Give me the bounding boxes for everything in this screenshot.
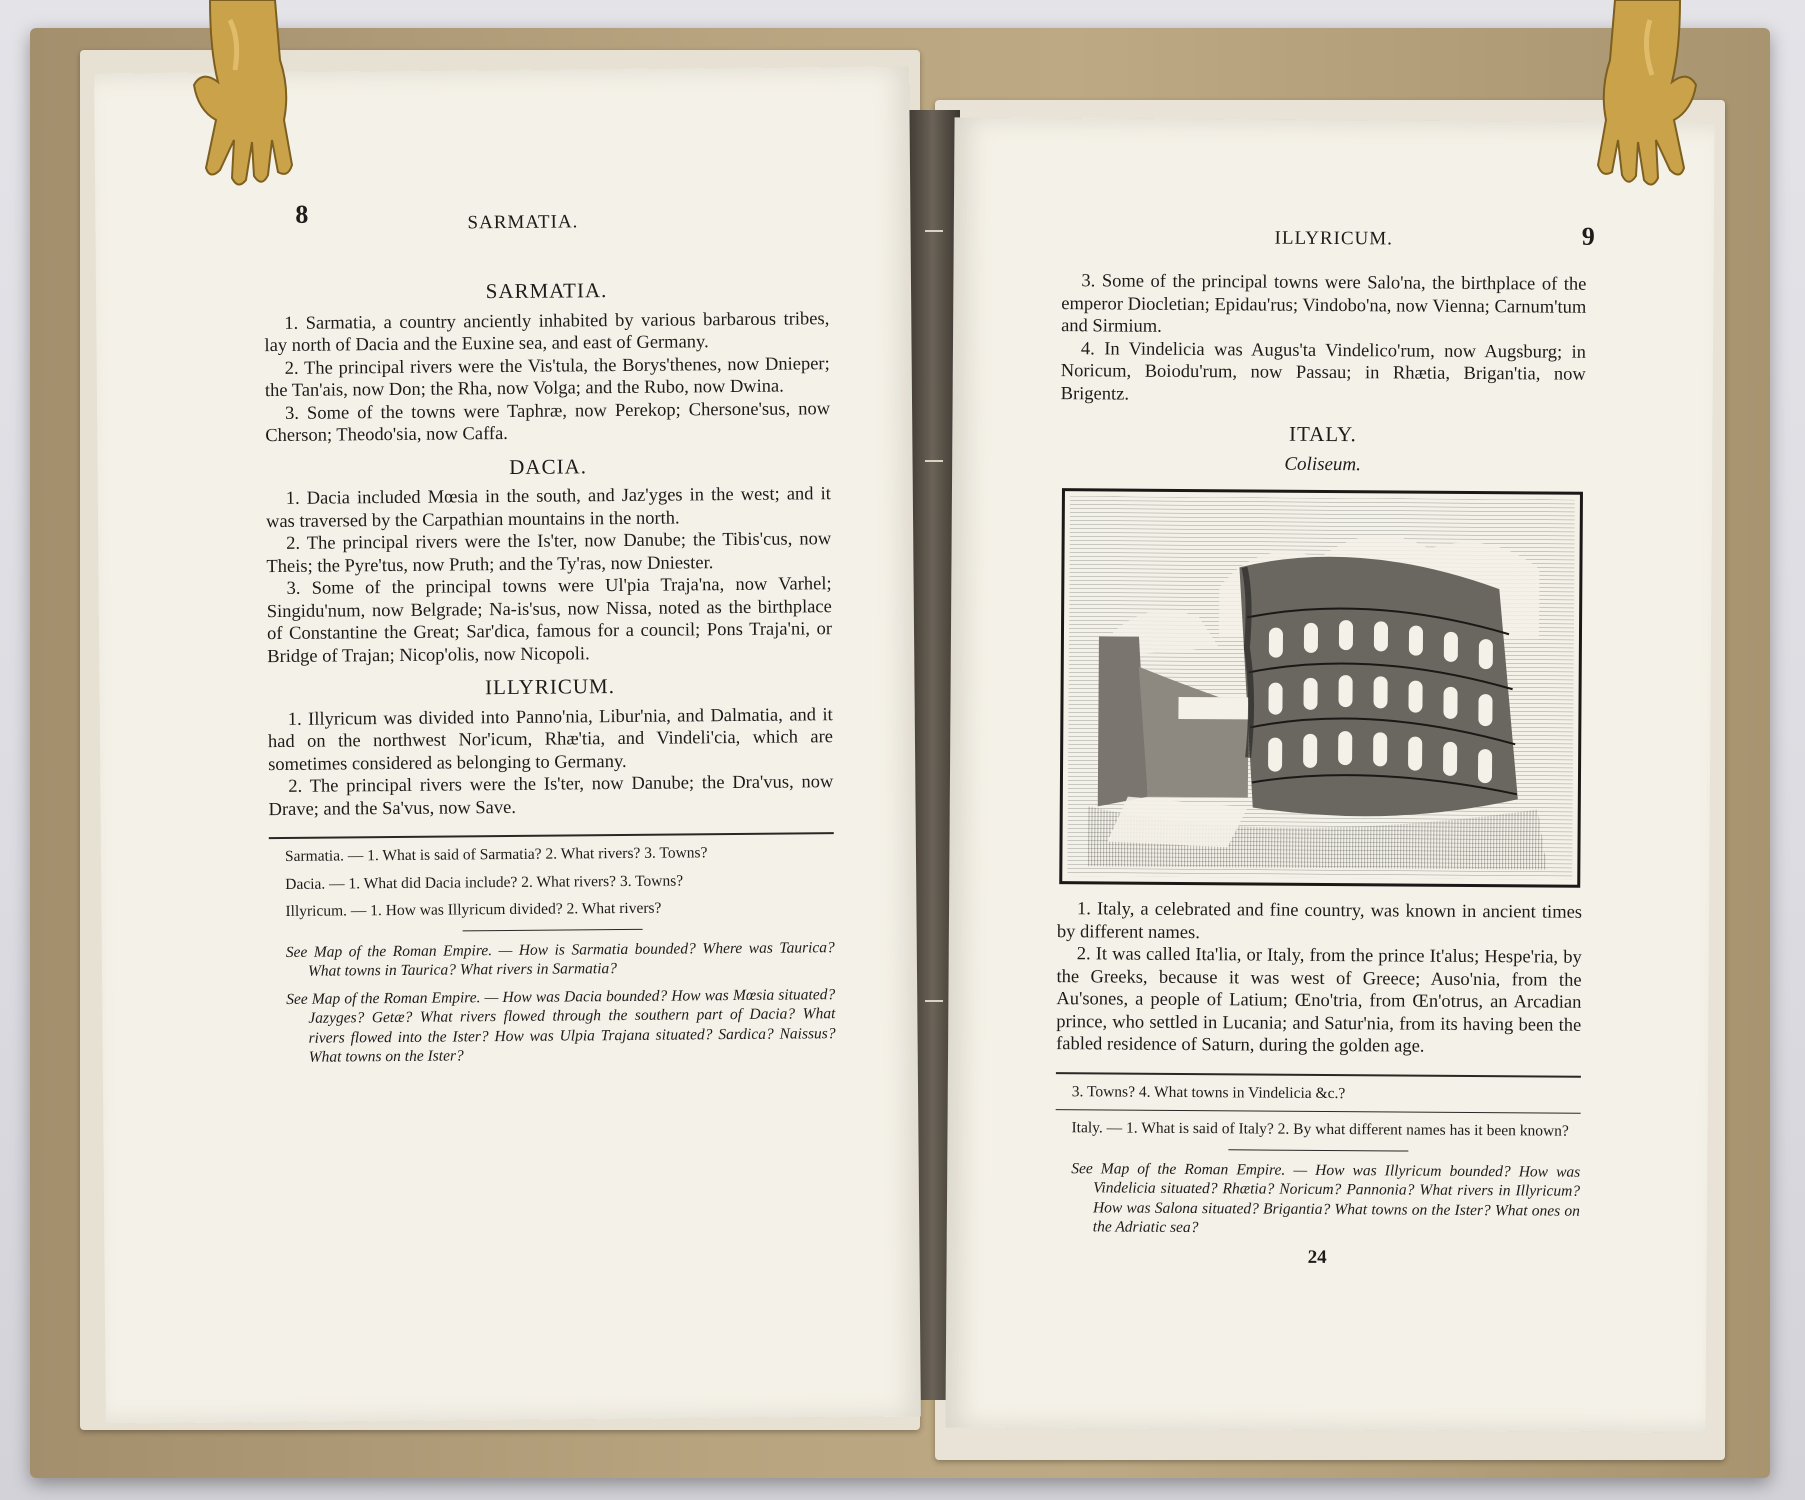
question-italy: Italy. — 1. What is said of Italy? 2. By what different names has it been known?: [1071, 1119, 1569, 1140]
right-questions-rule-2: [1056, 1109, 1581, 1114]
left-running-head: SARMATIA.: [467, 211, 579, 234]
question-illyricum: Illyricum. — 1. How was Illyricum divided? 2. What rivers?: [285, 899, 662, 920]
italy-para-1: 1. Italy, a celebrated and fine country, was known in ancient times by different names.: [1056, 899, 1583, 943]
illyricum-para-3: 3. Some of the principal towns were Salo'na, the birthplace of the emperor Diocletian; Epidau'rus; Vindobo'na, now Vienna; Carnum'tum and Sirmium.: [1061, 271, 1587, 337]
illyricum-para-4: 4. In Vindelicia was Augus'ta Vindelico'rum, now Augsburg; in Noricum, Boiodu'rum, now Passau; in Rhætia, Brigan'tia, now Brigentz.: [1060, 338, 1587, 405]
sarmatia-para-3: 3. Some of the towns were Taphræ, now Perekop; Chersone'sus, now Cherson; Theodo'sia, now Caffa.: [265, 398, 831, 447]
italy-para-2: 2. It was called Ita'lia, or Italy, from the prince It'alus; Hespe'ria, by the Greeks, because it was west of Greece; Auso'nia, from the Au'sones, a people of Latium; Œno'tria, from Œn'otrus, an Arcadian prince, who settled in Lucania; and Satur'nia, from its having been the fabled residence of Saturn, during the golden age.: [1056, 944, 1582, 1057]
coliseum-engraving: [1059, 488, 1583, 888]
left-page: [94, 66, 921, 1423]
right-page-body: [1055, 270, 1587, 1271]
map-question-illyricum: See Map of the Roman Empire. — How was Illyricum bounded? How was Vindelicia situated? Rhætia? Noricum? Pannonia? What rivers in Illyricum? How was Salona situated? Brigantia? What towns on the Ister? What ones on the Adriatic sea?: [1071, 1159, 1581, 1237]
map-question-dacia: See Map of the Roman Empire. — How was Dacia bounded? How was Mœsia situated? Jazyges? Getæ? What rivers flowed through the southern part of Dacia? What rivers flowed into the Ister? How was Ulpia Trajana situated? Sardica? Naissus? What towns on the Ister?: [286, 985, 836, 1066]
right-page-number: 9: [1581, 221, 1595, 251]
dacia-para-2: 2. The principal rivers were the Is'ter, now Danube; the Tibis'cus, now Theis; the Pyre'tus, now Pruth; and the Ty'ras, now Dniester.: [266, 529, 832, 577]
brass-hand-clip-right: [1590, 0, 1710, 190]
binding-thread: [925, 1000, 943, 1002]
signature-mark: 24: [1307, 1246, 1327, 1268]
left-page-body: [264, 267, 836, 1075]
section-title-italy: ITALY.: [1288, 421, 1357, 447]
right-questions-rule: [1056, 1072, 1581, 1078]
binding-thread: [925, 230, 943, 232]
coliseum-illustration: [1067, 496, 1575, 880]
dacia-para-1: 1. Dacia included Mœsia in the south, and Jaz'yges in the west; and it was traversed by the Carpathian mountains in the north.: [265, 484, 831, 532]
right-running-head: ILLYRICUM.: [1274, 227, 1394, 250]
dacia-para-3: 3. Some of the principal towns were Ul'pia Traja'na, now Varhel; Singidu'num, now Belgrade; Na-is'sus, now Nissa, noted as the birthplace of Constantine the Great; Sar'dica, famous for a council; Pons Traja'ni, or Bridge of Trajan; Nicop'olis, now Nicopoli.: [266, 574, 833, 667]
map-question-sarmatia: See Map of the Roman Empire. — How is Sarmatia bounded? Where was Taurica? What towns in Taurica? What rivers in Sarmatia?: [285, 938, 835, 980]
brass-hand-clip-left: [180, 0, 300, 190]
questions-short-rule: [462, 928, 642, 931]
illyricum-para-1: 1. Illyricum was divided into Panno'nia, Libur'nia, and Dalmatia, and it had on the northwest Nor'icum, Rhæ'tia, and Vindeli'cia, which are sometimes considered as belonging to Germany.: [267, 704, 834, 775]
figure-caption: Coliseum.: [1284, 453, 1362, 475]
illyricum-para-2: 2. The principal rivers were the Is'ter, now Danube; the Dra'vus, now Drave; and the Sa'vus, now Save.: [268, 772, 834, 820]
sarmatia-para-2: 2. The principal rivers were the Vis'tula, the Borys'thenes, now Dnieper; the Tan'ais, now Don; the Rha, now Volga; and the Rubo, now Dwina.: [264, 353, 830, 402]
right-page: [945, 117, 1714, 1432]
questions-rule: [269, 832, 834, 839]
section-title-illyricum: ILLYRICUM.: [484, 674, 616, 700]
binding-thread: [925, 460, 943, 462]
left-page-number: 8: [295, 199, 309, 229]
question-sarmatia: Sarmatia. — 1. What is said of Sarmatia? 2. What rivers? 3. Towns?: [284, 844, 708, 865]
section-title-dacia: DACIA.: [509, 453, 588, 479]
question-towns: 3. Towns? 4. What towns in Vindelicia &c.?: [1071, 1082, 1346, 1102]
sarmatia-para-1: 1. Sarmatia, a country anciently inhabited by various barbarous tribes, lay north of Dacia and the Euxine sea, and east of Germany.: [264, 308, 830, 357]
question-dacia: Dacia. — 1. What did Dacia include? 2. What rivers? 3. Towns?: [285, 871, 684, 893]
section-title-sarmatia: SARMATIA.: [485, 278, 608, 304]
right-short-rule: [1228, 1149, 1408, 1151]
